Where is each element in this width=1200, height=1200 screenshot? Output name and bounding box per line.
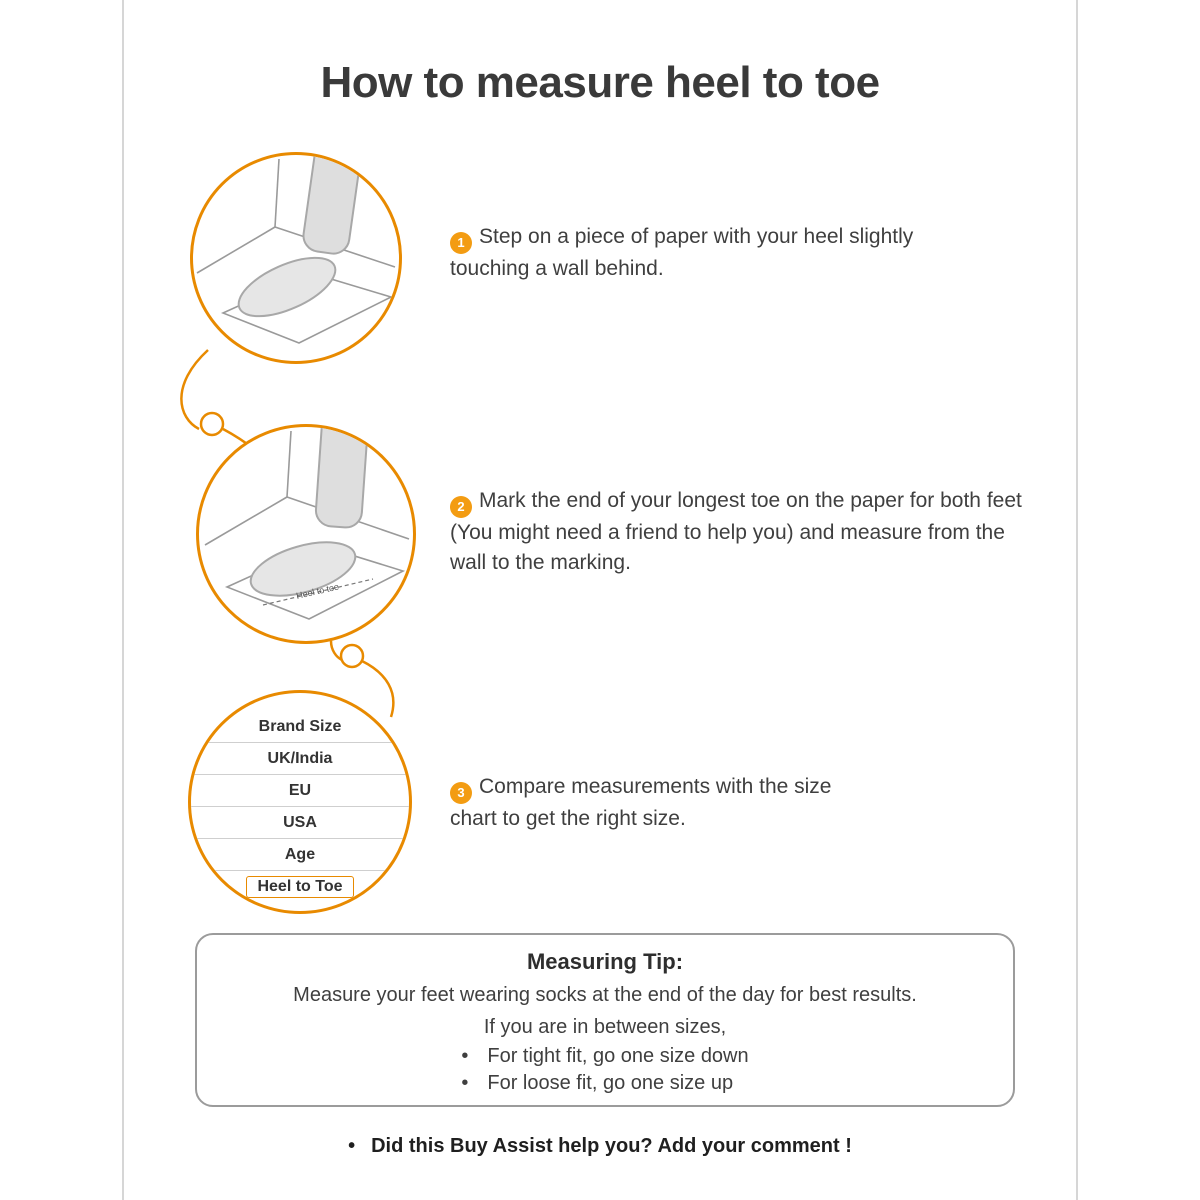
bullet-dot-icon: •: [461, 1045, 469, 1067]
size-chart-row: [191, 743, 409, 775]
size-chart-row: [191, 711, 409, 743]
tip-bullet-item: [461, 1070, 748, 1097]
right-border-rule: [1076, 0, 1078, 1200]
tip-bullet-text: For tight fit, go one size down: [487, 1045, 749, 1067]
size-chart-label: Brand Size: [258, 717, 342, 735]
bullet-dot-icon: •: [348, 1135, 356, 1157]
step-1-text: Step on a piece of paper with your heel slightly touching a wall behind.: [450, 225, 914, 280]
step-3-text: Compare measurements with the size chart to get the right size.: [450, 775, 832, 830]
heel-to-toe-annotation: Heel to toe: [295, 581, 340, 601]
left-border-rule: [122, 0, 124, 1200]
foot-measure-illustration: [199, 427, 413, 641]
size-chart-label: UK/India: [267, 749, 333, 767]
tip-line-2: If you are in between sizes,: [483, 1016, 727, 1038]
step-3: [450, 772, 880, 834]
step-1-number-badge: 1: [450, 232, 472, 254]
step-3-number-badge: 3: [450, 782, 472, 804]
heel-to-toe-highlight: Heel to Toe: [246, 876, 353, 898]
size-chart-label: USA: [283, 813, 317, 831]
tip-bullet-text: For loose fit, go one size up: [487, 1072, 734, 1094]
step-2-number-badge: 2: [450, 496, 472, 518]
tip-title: Measuring Tip:: [526, 949, 684, 974]
illustration-circle-step2: [196, 424, 416, 644]
tip-bullet-item: [461, 1043, 748, 1070]
size-chart-row: [191, 775, 409, 807]
foot-heel-at-wall-illustration: [193, 155, 399, 361]
tip-line-1: Measure your feet wearing socks at the end of the day for best results.: [293, 984, 917, 1006]
illustration-circle-step3: [188, 690, 412, 914]
size-chart-label: Age: [284, 845, 316, 863]
step-2: [450, 486, 1032, 578]
tip-bullet-list: [461, 1043, 748, 1097]
step-2-text: Mark the end of your longest toe on the paper for both feet (You might need a friend to help you) and measure from the wall to the marking.: [450, 489, 1022, 574]
size-chart-row: [191, 839, 409, 871]
step-1: [450, 222, 970, 284]
bullet-dot-icon: •: [461, 1072, 469, 1094]
measuring-tip-box: [195, 933, 1015, 1107]
size-chart-illustration: [191, 693, 409, 902]
size-chart-row: [191, 807, 409, 839]
page-title: How to measure heel to toe: [320, 58, 880, 107]
illustration-circle-step1: [190, 152, 402, 364]
footer-note: [0, 1135, 1200, 1158]
size-chart-label: EU: [288, 781, 312, 799]
size-chart-row: [191, 871, 409, 902]
footer-text: Did this Buy Assist help you? Add your comment !: [371, 1135, 852, 1157]
